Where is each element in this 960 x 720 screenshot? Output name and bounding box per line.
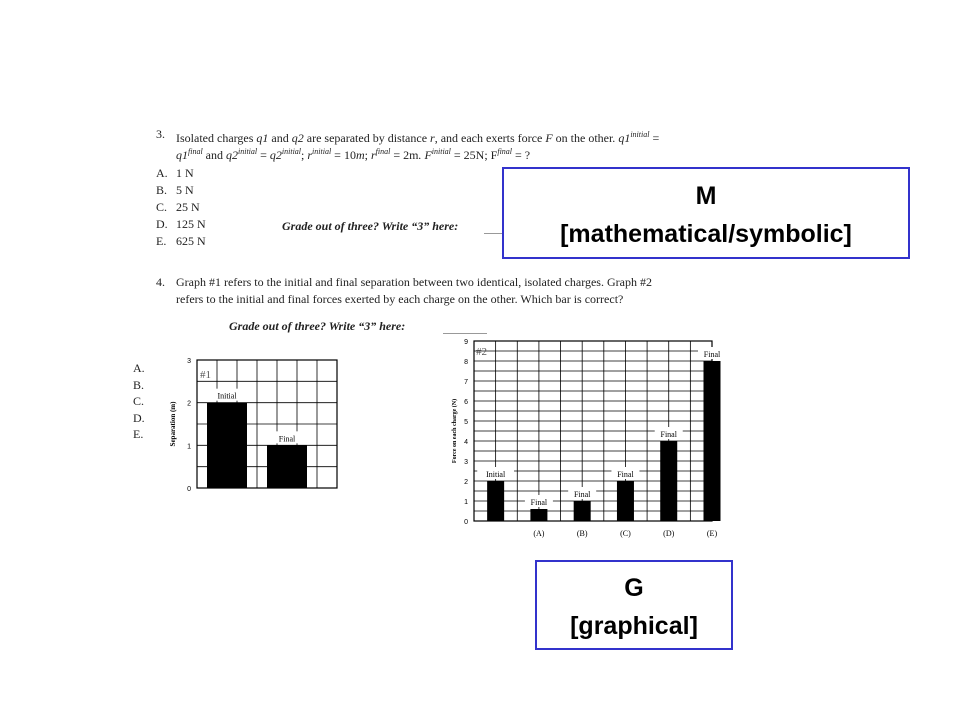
q3-line2-part: m	[355, 148, 365, 162]
q3-option-letter: D.	[156, 217, 168, 231]
q3-line2-part: final	[188, 147, 203, 156]
bar-label: Final	[617, 470, 634, 479]
q3-line2-part: q1	[176, 148, 188, 162]
bar	[617, 481, 634, 521]
y-tick-label: 2	[187, 400, 191, 408]
y-axis-label: Separation (m)	[169, 401, 177, 447]
q3-line2-part: q2	[226, 148, 238, 162]
bar	[267, 445, 307, 488]
q3-line1-part: q1	[256, 131, 269, 145]
q4-answer-blank[interactable]	[443, 332, 487, 334]
q3-line1-part: F	[545, 131, 553, 145]
q4-line1: Graph #1 refers to the initial and final separation between two identical, isolated charges. Graph #2	[176, 275, 652, 289]
bar	[660, 441, 677, 521]
y-tick-label: 2	[464, 479, 468, 486]
q3-option-letter: E.	[156, 234, 167, 248]
bar-label: Final	[573, 490, 591, 499]
chart-title: #2	[476, 346, 487, 358]
bar-label: Final	[703, 350, 721, 359]
bar-label: Final	[660, 430, 677, 439]
y-tick-label: 9	[464, 339, 468, 346]
q4-option-letter[interactable]: A.	[133, 361, 145, 375]
q3-line2-part: . F	[418, 148, 432, 162]
q3-line2	[176, 144, 786, 163]
x-tick-label: (D)	[663, 529, 675, 538]
q3-line2-part: q2	[269, 148, 282, 162]
bar-label: Initial	[486, 470, 506, 479]
q3-number: 3.	[156, 127, 165, 141]
q3-option-text[interactable]: 1 N	[176, 166, 194, 180]
chart-force	[448, 335, 721, 540]
y-tick-label: 3	[187, 358, 191, 365]
q4-option-letter[interactable]: E.	[133, 427, 144, 441]
x-tick-label: (E)	[706, 529, 718, 538]
q3-line1-part: =	[649, 131, 660, 145]
label-g-text: [graphical]	[570, 612, 698, 640]
q3-line1-part: are separated by distance	[303, 131, 431, 145]
q3-option-text[interactable]: 625 N	[176, 234, 206, 248]
q3-line2-part: m	[409, 148, 419, 162]
q3-line1-part: initial	[630, 130, 650, 139]
q3-line2-part: initial	[281, 147, 302, 156]
q3-option-letter: A.	[156, 166, 168, 180]
q3-line2-part: = 10	[331, 148, 356, 162]
q3-line1-part: Isolated charges	[176, 131, 257, 145]
q4-number: 4.	[156, 275, 165, 289]
q3-line1-part: q2	[291, 131, 304, 145]
q4-option-letter[interactable]: D.	[133, 410, 145, 425]
q3-line2-part: r	[370, 148, 376, 162]
bar	[704, 361, 721, 521]
y-tick-label: 6	[464, 399, 468, 406]
q3-line2-part: initial	[431, 147, 451, 156]
q3-option-text[interactable]: 125 N	[176, 217, 206, 231]
label-g-letter: G	[624, 574, 644, 602]
q4-line2: refers to the initial and final forces exerted by each charge on the other. Which bar is correct?	[176, 292, 624, 306]
chart-title: #1	[200, 369, 211, 381]
q3-line2-part: = 2	[390, 148, 410, 162]
bar	[574, 501, 591, 521]
bar-label: Final	[530, 498, 548, 507]
q3-line2-part: = 25N; F	[450, 148, 498, 162]
q3-line1-part: q1	[618, 131, 631, 145]
y-tick-label: 8	[464, 359, 468, 366]
q4-option-letter[interactable]: C.	[133, 394, 145, 408]
q3-option-letter: C.	[156, 200, 168, 214]
y-tick-label: 0	[464, 519, 468, 526]
q3-line1-part: r	[430, 131, 435, 145]
q3-line2-part: initial	[312, 147, 332, 156]
y-axis-label: Force on each charge (N)	[452, 398, 458, 464]
q3-line1-part: on the other.	[552, 131, 619, 145]
q3-line2-part: and	[202, 148, 226, 162]
q3-option-text[interactable]: 5 N	[176, 183, 194, 197]
bar	[530, 509, 547, 521]
q3-line1-part: , and each exerts force	[434, 131, 546, 145]
bar-label: Initial	[217, 391, 237, 401]
q3-line2-part: final	[375, 147, 391, 156]
label-m-text: [mathematical/symbolic]	[560, 220, 852, 248]
y-tick-label: 0	[187, 486, 191, 493]
y-tick-label: 1	[464, 499, 468, 506]
label-m-letter: M	[695, 182, 717, 210]
q3-line2-part: =	[257, 148, 270, 162]
x-tick-label: (B)	[576, 529, 588, 538]
q3-line2-part: initial	[238, 147, 258, 156]
y-tick-label: 3	[464, 459, 468, 466]
y-tick-label: 4	[464, 439, 468, 446]
bar-label: Final	[278, 434, 296, 444]
q3-line1-part: and	[268, 131, 292, 145]
q3-grade-prompt: Grade out of three? Write “3” here:	[282, 219, 459, 233]
bar	[207, 403, 247, 488]
q3-option-letter: B.	[156, 183, 168, 197]
q4-option-letter[interactable]: B.	[133, 377, 145, 392]
q3-line2-part: ;	[364, 148, 371, 162]
x-tick-label: (A)	[533, 529, 545, 538]
bar	[487, 481, 504, 521]
q3-option-text[interactable]: 25 N	[176, 200, 200, 214]
y-tick-label: 1	[187, 443, 191, 451]
q3-line2-part: = ?	[512, 148, 531, 162]
y-tick-label: 5	[464, 419, 468, 426]
label-mathematical	[502, 167, 910, 259]
x-tick-label: (C)	[620, 529, 631, 538]
chart-separation	[165, 352, 345, 497]
label-graphical	[535, 560, 733, 650]
q3-line2-part: final	[497, 147, 513, 156]
q4-grade-prompt: Grade out of three? Write “3” here:	[229, 319, 406, 333]
y-tick-label: 7	[464, 379, 468, 386]
q3-line2-part: r	[307, 148, 313, 162]
q3-line2-part: ;	[301, 148, 308, 162]
